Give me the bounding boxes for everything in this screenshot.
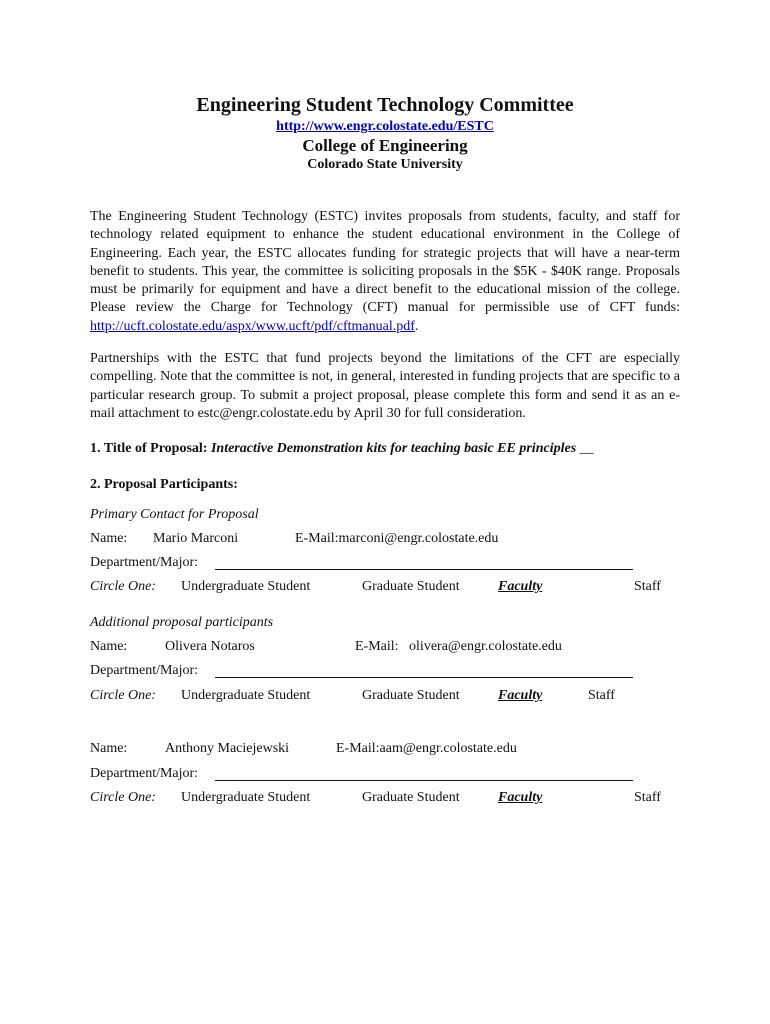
- participant-1-option-staff[interactable]: Staff: [634, 579, 661, 594]
- participant-1-circle-label: Circle One:: [90, 579, 156, 594]
- participant-3-dept-line[interactable]: [215, 780, 633, 781]
- participant-1-name: Mario Marconi: [153, 531, 239, 546]
- participant-2-option-staff[interactable]: Staff: [588, 688, 615, 703]
- participant-3-dept-label: Department/Major:: [90, 766, 199, 781]
- participant-1-option-grad[interactable]: Graduate Student: [362, 579, 460, 594]
- participant-3-name-label: Name:: [90, 741, 128, 756]
- participants-heading: 2. Proposal Participants:: [90, 477, 238, 492]
- intro-paragraph-2: Partnerships with the ESTC that fund projects beyond the limitations of the CFT are especially compelling. Note that the committee is not, in general, interested in funding projects that are specific to a particular research group. To submit a project proposal, please complete this form and send it as an e-mail attachment to estc@engr.colostate.edu by April 30 for full consideration.: [90, 351, 680, 421]
- proposal-title-value: Interactive Demonstration kits for teaching basic EE principles: [210, 441, 577, 456]
- participant-1-dept-line[interactable]: [215, 569, 633, 570]
- intro-paragraph-1-end: .: [414, 318, 419, 334]
- participant-3-option-staff[interactable]: Staff: [634, 790, 661, 805]
- intro-paragraph-1-text: The Engineering Student Technology (ESTC) invites proposals from students, faculty, and staff for technology related equipment to enhance the student educational environment in the College of Engineering. Each year, the ESTC allocates funding for strategic projects that will have a near-term benefit to students. This year, the committee is soliciting proposals in the $5K - $40K range. Proposals must be primarily for equipment and have a direct benefit to the educational mission of the college. Please review the Charge for Technology (CFT) manual for permissible use of CFT funds:: [90, 209, 680, 316]
- participant-3-option-faculty[interactable]: Faculty: [498, 790, 543, 805]
- participant-3-name: Anthony Maciejewski: [165, 741, 290, 756]
- participant-3-option-grad[interactable]: Graduate Student: [362, 790, 460, 805]
- participant-3-email: E-Mail:aam@engr.colostate.edu: [336, 741, 517, 756]
- participant-2-email: E-Mail: olivera@engr.colostate.edu: [355, 639, 562, 654]
- participant-1-option-faculty[interactable]: Faculty: [498, 579, 543, 594]
- participant-2-circle-label: Circle One:: [90, 688, 156, 703]
- cft-manual-link[interactable]: http://ucft.colostate.edu/aspx/www.ucft/pdf/cftmanual.pdf: [90, 318, 415, 334]
- college-heading: College of Engineering: [302, 136, 468, 155]
- participant-2-option-faculty[interactable]: Faculty: [498, 688, 543, 703]
- intro-paragraph-1: [90, 208, 680, 336]
- primary-contact-heading: Primary Contact for Proposal: [90, 507, 259, 522]
- document-title: Engineering Student Technology Committee: [196, 94, 574, 116]
- proposal-title-trail: __: [579, 441, 594, 456]
- participant-3-circle-label: Circle One:: [90, 790, 156, 805]
- participant-3-option-undergrad[interactable]: Undergraduate Student: [181, 790, 311, 805]
- participant-2-option-grad[interactable]: Graduate Student: [362, 688, 460, 703]
- participant-2-name-label: Name:: [90, 639, 128, 654]
- proposal-title-row: [90, 441, 594, 457]
- participant-1-name-label: Name:: [90, 531, 128, 546]
- estc-url-link[interactable]: http://www.engr.colostate.edu/ESTC: [276, 119, 494, 134]
- participant-2-name: Olivera Notaros: [165, 639, 255, 654]
- participant-1-dept-label: Department/Major:: [90, 555, 199, 570]
- additional-participants-heading: Additional proposal participants: [90, 615, 274, 630]
- university-heading: Colorado State University: [307, 157, 463, 172]
- participant-1-email: E-Mail:marconi@engr.colostate.edu: [295, 531, 499, 546]
- participant-2-dept-label: Department/Major:: [90, 663, 199, 678]
- participant-2-dept-line[interactable]: [215, 677, 633, 678]
- proposal-title-label: 1. Title of Proposal:: [90, 441, 208, 456]
- participant-2-option-undergrad[interactable]: Undergraduate Student: [181, 688, 311, 703]
- participant-1-option-undergrad[interactable]: Undergraduate Student: [181, 579, 311, 594]
